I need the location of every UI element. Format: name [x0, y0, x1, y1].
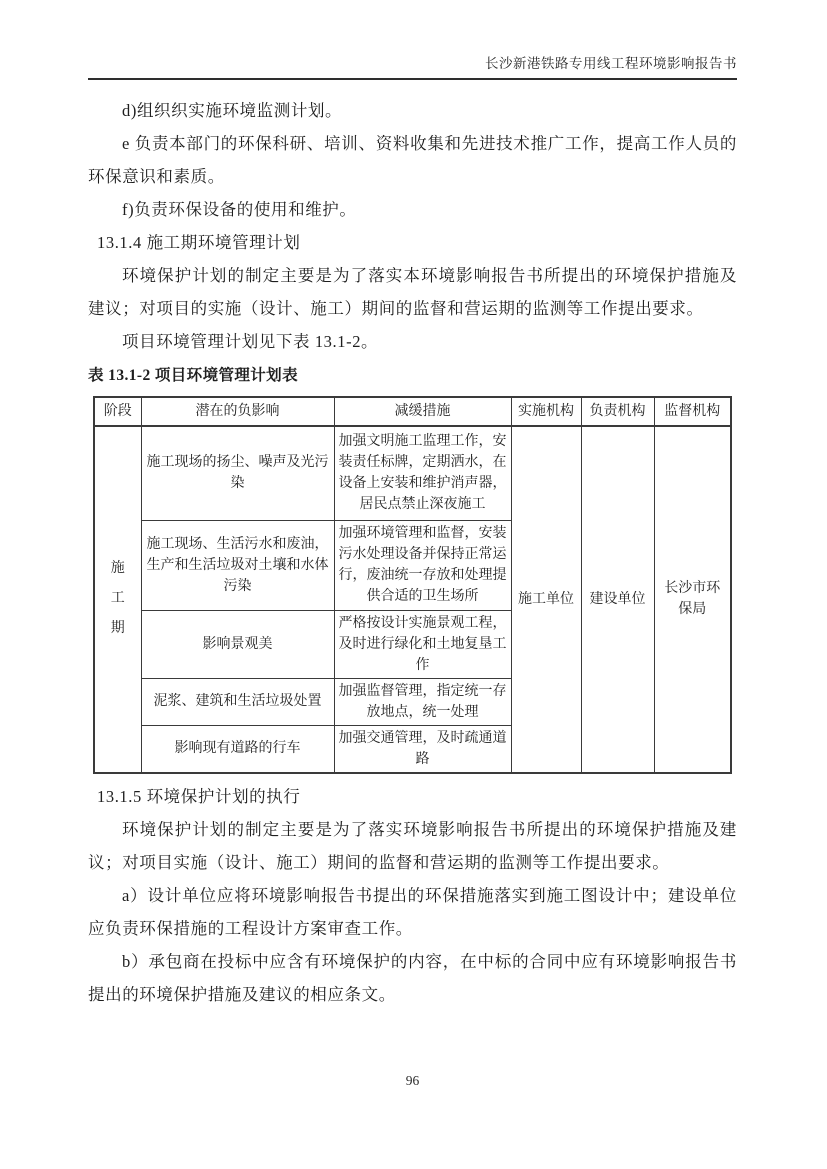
mitigation-cell: 加强监督管理，指定统一存放地点，统一处理: [334, 678, 511, 725]
impact-cell: 影响现有道路的行车: [141, 725, 334, 773]
document-body: [88, 80, 737, 1089]
running-header: 长沙新港铁路专用线工程环境影响报告书: [88, 0, 737, 80]
paragraph-item-b: b）承包商在投标中应含有环境保护的内容，在中标的合同中应有环境影响报告书提出的环境保护措施及建议的相应条文。: [88, 951, 737, 1004]
heading-13-1-4: 13.1.4 施工期环境管理计划: [97, 233, 301, 252]
paragraph-item-a: a）设计单位应将环境影响报告书提出的环保措施落实到施工图设计中；建设单位应负责环保措施的工程设计方案审查工作。: [88, 885, 737, 938]
column-header-responsible-org: 负责机构: [581, 397, 654, 426]
column-header-implementing-org: 实施机构: [511, 397, 581, 426]
paragraph-table-reference: 项目环境管理计划见下表 13.1-2。: [122, 332, 379, 351]
paragraph-13-1-4: 环境保护计划的制定主要是为了落实本环境影响报告书所提出的环境保护措施及建议；对项目的实施（设计、施工）期间的监督和营运期的监测等工作提出要求。: [88, 266, 737, 318]
supervising-org-text: 长沙市环保局: [664, 581, 721, 618]
paragraph-item-e: e 负责本部门的环保科研、培训、资料收集和先进技术推广工作，提高工作人员的环保意识和素质。: [88, 134, 737, 186]
stage-vertical-text: 施工期: [110, 561, 125, 637]
mitigation-cell: 严格按设计实施景观工程，及时进行绿化和土地复垦工作: [334, 610, 511, 678]
mitigation-cell: 加强交通管理，及时疏通道路: [334, 725, 511, 773]
paragraph-item-d: d)组织织实施环境监测计划。: [122, 101, 343, 120]
heading-13-1-5: 13.1.5 环境保护计划的执行: [97, 786, 301, 806]
paragraph-13-1-5: 环境保护计划的制定主要是为了落实环境影响报告书所提出的环境保护措施及建议；对项目实施（设计、施工）期间的监督和营运期的监测等工作提出要求。: [88, 819, 737, 872]
table-header-row: [94, 397, 731, 426]
impact-cell: 影响景观美: [141, 610, 334, 678]
responsible-org-cell: 建设单位: [581, 426, 654, 773]
paragraph-item-f: f)负责环保设备的使用和维护。: [122, 200, 357, 219]
impact-cell: 泥浆、建筑和生活垃圾处置: [141, 678, 334, 725]
impact-cell: 施工现场、生活污水和废油，生产和生活垃圾对土壤和水体污染: [141, 520, 334, 610]
table-row: [94, 426, 731, 520]
environment-management-plan-table: [93, 396, 732, 774]
column-header-supervising-org: 监督机构: [654, 397, 731, 426]
column-header-stage: 阶段: [94, 397, 141, 426]
table-caption: 表 13.1-2 项目环境管理计划表: [88, 367, 298, 384]
stage-cell: [94, 426, 141, 773]
mitigation-cell: 加强文明施工监理工作，安装责任标牌，定期洒水，在设备上安装和维护消声器，居民点禁止深夜施工: [334, 426, 511, 520]
column-header-impact: 潜在的负影响: [141, 397, 334, 426]
supervising-org-cell: [654, 426, 731, 773]
column-header-mitigation: 减缓措施: [334, 397, 511, 426]
implementing-org-cell: 施工单位: [511, 426, 581, 773]
mitigation-cell: 加强环境管理和监督，安装污水处理设备并保持正常运行，废油统一存放和处理提供合适的卫生场所: [334, 520, 511, 610]
impact-cell: 施工现场的扬尘、噪声及光污染: [141, 426, 334, 520]
page-number: 96: [405, 1072, 420, 1088]
